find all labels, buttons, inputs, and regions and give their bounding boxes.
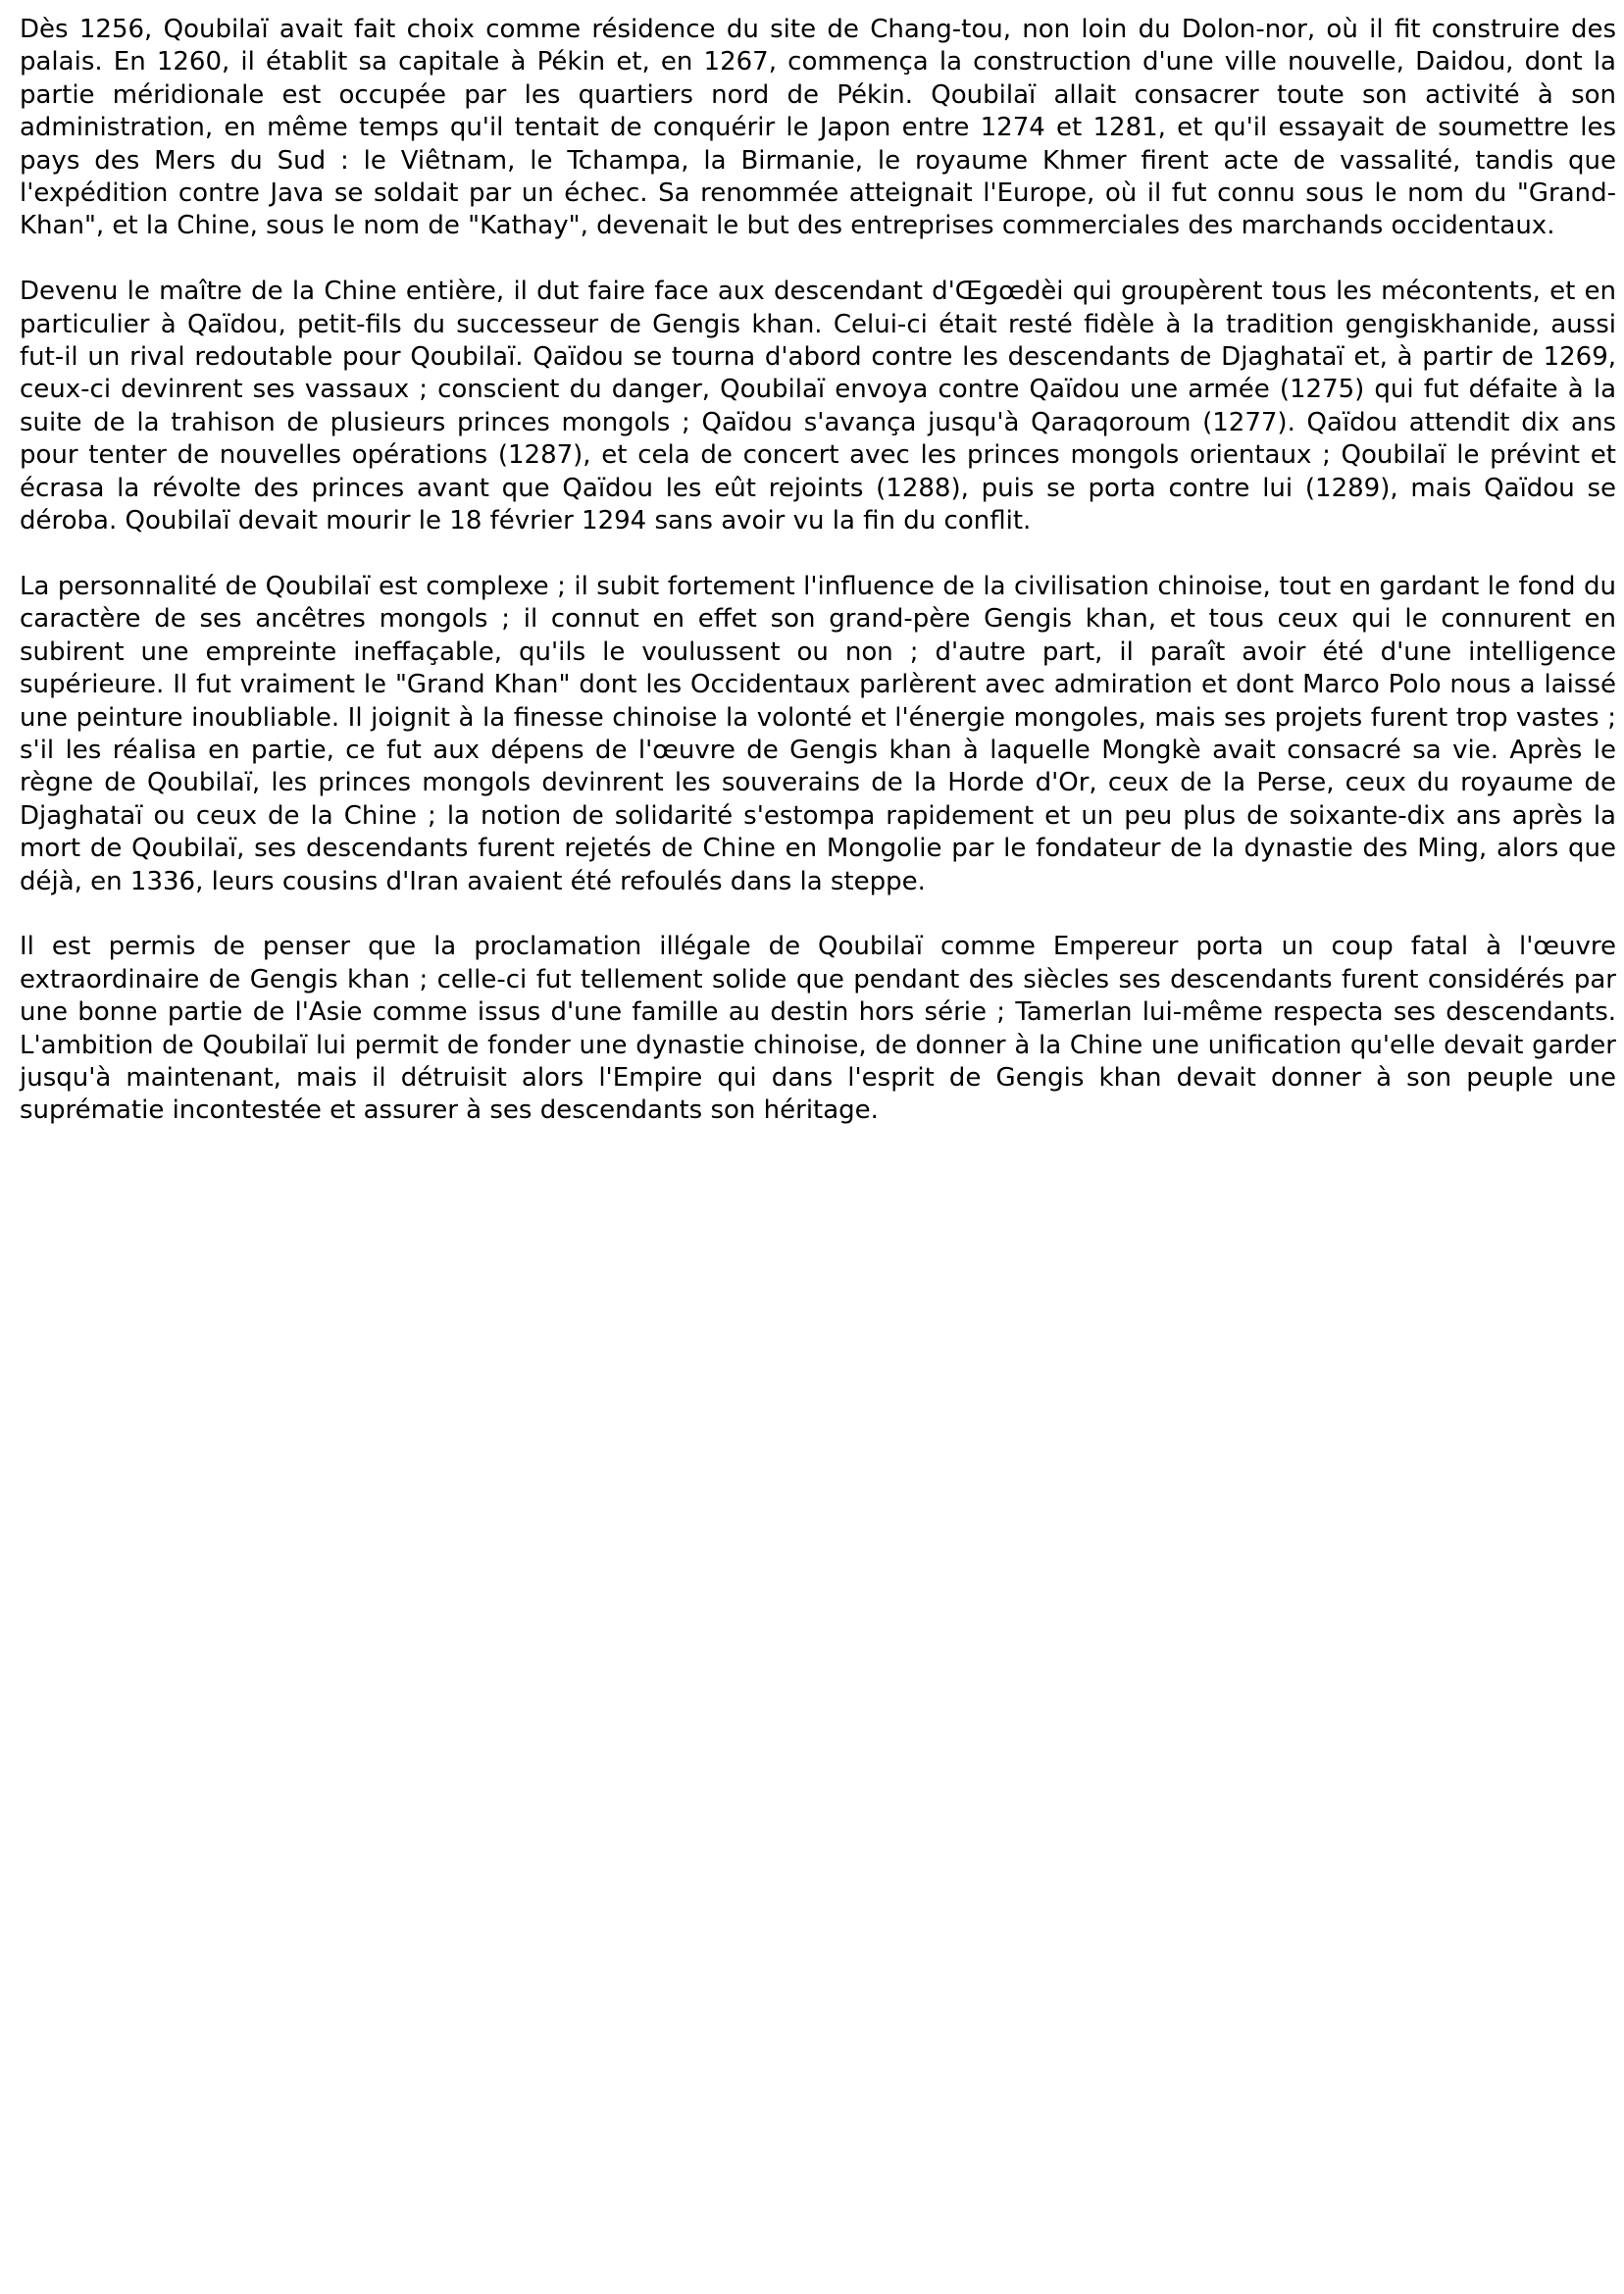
paragraph-legacy: Il est permis de penser que la proclamation illégale de Qoubilaï comme Empereur porta un coup fatal à l'œuvre extraordinaire de Gengis khan ; celle-ci fut tellement solide que pendant des siècles ses descendants furent considérés par une bonne partie de l'Asie comme issus d'une famille au destin hors série ; Tamerlan lui-même respecta ses descendants. L'ambition de Qoubilaï lui permit de fonder une dynastie chinoise, de donner à la Chine une unification qu'elle devait garder jusqu'à maintenant, mais il détruisit alors l'Empire qui dans l'esprit de Gengis khan devait donner à son peuple une suprématie incontestée et assurer à ses descendants son héritage. xyxy=(20,932,1616,1126)
paragraph-founding-capital: Dès 1256, Qoubilaï avait fait choix comme résidence du site de Chang-tou, non loin du Dolon-nor, où il fit construire des palais. En 1260, il établit sa capitale à Pékin et, en 1267, commença la construction d'une ville nouvelle, Daidou, dont la partie méridionale est occupée par les quartiers nord de Pékin. Qoubilaï allait consacrer toute son activité à son administration, en même temps qu'il tentait de conquérir le Japon entre 1274 et 1281, et qu'il essayait de soumettre les pays des Mers du Sud : le Viêtnam, le Tchampa, la Birmanie, le royaume Khmer firent acte de vassalité, tandis que l'expédition contre Java se soldait par un échec. Sa renommée atteignait l'Europe, où il fut connu sous le nom du "Grand-Khan", et la Chine, sous le nom de "Kathay", devenait le but des entreprises commerciales des marchands occidentaux. xyxy=(20,15,1616,241)
document-page xyxy=(20,14,1616,1160)
paragraph-conflict-qaidou: Devenu le maître de la Chine entière, il dut faire face aux descendant d'Œgœdèi qui groupèrent tous les mécontents, et en particulier à Qaïdou, petit-fils du successeur de Gengis khan. Celui-ci était resté fidèle à la tradition gengiskhanide, aussi fut-il un rival redoutable pour Qoubilaï. Qaïdou se tourna d'abord contre les descendants de Djaghataï et, à partir de 1269, ceux-ci devinrent ses vassaux ; conscient du danger, Qoubilaï envoya contre Qaïdou une armée (1275) qui fut défaite à la suite de la trahison de plusieurs princes mongols ; Qaïdou s'avança jusqu'à Qaraqoroum (1277). Qaïdou attendit dix ans pour tenter de nouvelles opérations (1287), et cela de concert avec les princes mongols orientaux ; Qoubilaï le prévint et écrasa la révolte des princes avant que Qaïdou les eût rejoints (1288), puis se porta contre lui (1289), mais Qaïdou se déroba. Qoubilaï devait mourir le 18 février 1294 sans avoir vu la fin du conflit. xyxy=(20,277,1616,536)
paragraph-personality: La personnalité de Qoubilaï est complexe ; il subit fortement l'influence de la civilisation chinoise, tout en gardant le fond du caractère de ses ancêtres mongols ; il connut en effet son grand-père Gengis khan, et tous ceux qui le connurent en subirent une empreinte ineffaçable, qu'ils le voulussent ou non ; d'autre part, il paraît avoir été d'une intelligence supérieure. Il fut vraiment le "Grand Khan" dont les Occidentaux parlèrent avec admiration et dont Marco Polo nous a laissé une peinture inoubliable. Il joignit à la finesse chinoise la volonté et l'énergie mongoles, mais ses projets furent trop vastes ; s'il les réalisa en partie, ce fut aux dépens de l'œuvre de Gengis khan à laquelle Mongkè avait consacré sa vie. Après le règne de Qoubilaï, les princes mongols devinrent les souverains de la Horde d'Or, ceux de la Perse, ceux du royaume de Djaghataï ou ceux de la Chine ; la notion de solidarité s'estompa rapidement et un peu plus de soixante-dix ans après la mort de Qoubilaï, ses descendants furent rejetés de Chine en Mongolie par le fondateur de la dynastie des Ming, alors que déjà, en 1336, leurs cousins d'Iran avaient été refoulés dans la steppe. xyxy=(20,571,1616,896)
